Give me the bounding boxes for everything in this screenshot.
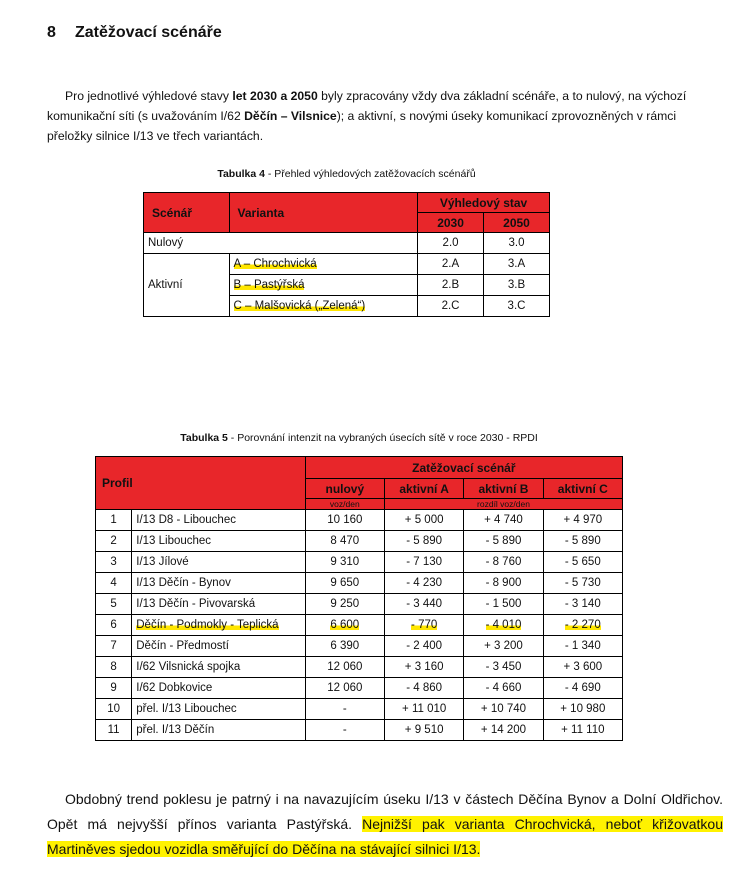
value-a-text: - 2 400 <box>406 640 443 652</box>
value-a-text: - 7 130 <box>406 556 443 568</box>
t5-head-unit1: voz/den <box>305 499 384 510</box>
profile-name <box>132 615 305 636</box>
value-b <box>464 594 543 615</box>
t4-cell-2030: 2.A <box>418 254 484 275</box>
section-number: 8 <box>47 24 56 41</box>
intro-bold-1: let 2030 a 2050 <box>232 89 318 103</box>
row-number <box>96 552 132 573</box>
table-row <box>96 678 623 699</box>
table5-caption-label: Tabulka 5 <box>180 432 228 444</box>
value-null-text: 8 470 <box>330 535 360 547</box>
value-b <box>464 720 543 741</box>
value-b <box>464 531 543 552</box>
value-c-text: - 2 270 <box>564 619 601 631</box>
value-c <box>543 636 622 657</box>
value-a <box>385 552 464 573</box>
value-null-text: 12 060 <box>327 682 363 694</box>
value-a-text: + 9 510 <box>404 724 444 736</box>
value-b-text: - 4 010 <box>485 619 522 631</box>
intro-bold-2: Děčín – Vilsnice <box>244 109 337 123</box>
value-b <box>464 552 543 573</box>
scenario-table <box>143 192 550 317</box>
t4-head-2030: 2030 <box>418 213 484 233</box>
row-number <box>96 594 132 615</box>
value-a <box>385 699 464 720</box>
row-number <box>96 720 132 741</box>
closing-text: Obdobný trend poklesu je patrný i na navazujícím úseku I/13 v částech Děčína Bynov a Dolní Oldřichov. Opět má nejvyšší přínos varianta Pastýřská. <box>47 791 723 832</box>
profile-name <box>132 531 305 552</box>
value-null-text: - <box>342 724 347 736</box>
value-b-text: + 4 740 <box>484 514 523 526</box>
row-number-text: 10 <box>107 703 121 715</box>
profile-name <box>132 657 305 678</box>
profile-name-text: I/13 Děčín - Pivovarská <box>136 598 256 610</box>
value-b-text: - 4 660 <box>485 682 522 694</box>
value-c <box>543 573 622 594</box>
value-c-text: - 3 140 <box>564 598 601 610</box>
value-b <box>464 510 543 531</box>
table-row <box>96 720 623 741</box>
value-null-text: 12 060 <box>327 661 363 673</box>
t4-head-scenario: Scénář <box>144 193 230 233</box>
value-c <box>543 510 622 531</box>
row-number-text: 5 <box>110 598 117 610</box>
value-a-text: - 4 230 <box>406 577 443 589</box>
value-a-text: - 4 860 <box>406 682 443 694</box>
t4-cell-2050: 3.0 <box>484 233 550 254</box>
profile-name <box>132 678 305 699</box>
value-a-text: - 770 <box>411 619 438 631</box>
value-b-text: - 3 450 <box>485 661 522 673</box>
value-a <box>385 720 464 741</box>
t5-head-c: aktivní C <box>543 479 622 499</box>
row-number-text: 3 <box>110 556 117 568</box>
value-a-text: + 3 160 <box>404 661 444 673</box>
value-b <box>464 573 543 594</box>
value-b-text: + 3 200 <box>484 640 523 652</box>
value-b <box>464 615 543 636</box>
t4-variant-b: B – Pastýřská <box>233 279 305 291</box>
value-c-text: + 4 970 <box>563 514 603 526</box>
intro-paragraph <box>47 86 707 146</box>
t4-head-outlook: Výhledový stav <box>418 193 550 213</box>
value-c-text: - 5 730 <box>564 577 601 589</box>
section-heading <box>47 24 222 42</box>
row-number <box>96 531 132 552</box>
table-row <box>96 510 623 531</box>
profile-name-text: Děčín - Předmostí <box>136 640 229 652</box>
intro-text-2: byly zpracovány vždy dva základní scénáře, a to nulový, na výchozí komunikační síti (s uvažováním I/62 <box>47 89 687 123</box>
row-number-text: 1 <box>110 514 117 526</box>
value-null <box>305 573 384 594</box>
t5-head-b: aktivní B <box>464 479 543 499</box>
value-c-text: - 1 340 <box>564 640 601 652</box>
t5-head-a: aktivní A <box>385 479 464 499</box>
value-null <box>305 720 384 741</box>
profile-name-text: I/62 Dobkovice <box>136 682 213 694</box>
profile-name-text: I/13 Jílové <box>136 556 189 568</box>
intensity-table <box>95 456 623 741</box>
value-c <box>543 699 622 720</box>
value-c-text: + 11 110 <box>561 724 605 736</box>
table-row <box>96 594 623 615</box>
value-b-text: + 10 740 <box>480 703 527 715</box>
t4-cell-2030: 2.0 <box>418 233 484 254</box>
table5-caption <box>95 432 623 444</box>
profile-name <box>132 552 305 573</box>
profile-name-text: přel. I/13 Děčín <box>136 724 215 736</box>
value-c <box>543 657 622 678</box>
profile-name <box>132 720 305 741</box>
t4-row <box>144 233 550 254</box>
value-b-text: - 8 900 <box>485 577 522 589</box>
row-number <box>96 510 132 531</box>
value-a <box>385 573 464 594</box>
value-b <box>464 699 543 720</box>
t4-variant-c: C – Malšovická („Zelená“) <box>233 300 366 312</box>
t4-head-variant: Varianta <box>229 193 418 233</box>
intro-text-3: ); a aktivní, s novými úseky komunikací zprovozněných v rámci přeložky silnice I/13 ve třech variantách. <box>47 109 677 143</box>
value-a-text: - 3 440 <box>406 598 443 610</box>
value-null <box>305 552 384 573</box>
t4-cell-variant <box>229 254 418 275</box>
intro-text-1: Pro jednotlivé výhledové stavy <box>65 89 233 103</box>
profile-name-text: I/62 Vilsnická spojka <box>136 661 241 673</box>
value-null <box>305 678 384 699</box>
profile-name <box>132 594 305 615</box>
value-a-text: - 5 890 <box>406 535 443 547</box>
t5-head-profile: Profil <box>96 457 306 510</box>
row-number-text: 8 <box>110 661 117 673</box>
value-b <box>464 636 543 657</box>
value-null <box>305 699 384 720</box>
value-a <box>385 657 464 678</box>
table-row <box>96 552 623 573</box>
t4-row <box>144 254 550 275</box>
value-b-text: - 8 760 <box>485 556 522 568</box>
value-a <box>385 678 464 699</box>
value-a-text: + 5 000 <box>404 514 444 526</box>
value-null <box>305 510 384 531</box>
value-a <box>385 615 464 636</box>
row-number <box>96 573 132 594</box>
profile-name <box>132 510 305 531</box>
value-c <box>543 678 622 699</box>
t4-cell-2030: 2.B <box>418 275 484 296</box>
t5-head-load: Zatěžovací scénář <box>305 457 622 479</box>
value-null-text: 9 650 <box>330 577 360 589</box>
value-null-text: 6 390 <box>330 640 360 652</box>
profile-name <box>132 636 305 657</box>
table-row <box>96 615 623 636</box>
table-row <box>96 699 623 720</box>
value-c <box>543 720 622 741</box>
value-b-text: - 1 500 <box>485 598 522 610</box>
value-null-text: 9 310 <box>330 556 360 568</box>
t4-cell-2050: 3.B <box>484 275 550 296</box>
value-c <box>543 531 622 552</box>
value-a <box>385 594 464 615</box>
profile-name <box>132 573 305 594</box>
value-b-text: - 5 890 <box>485 535 522 547</box>
value-c-text: - 4 690 <box>564 682 601 694</box>
value-a <box>385 510 464 531</box>
closing-highlighted-text: Nejnižší pak varianta Chrochvická, neboť křižovatkou Martiněves sjedou vozidla směřující do Děčína na stávající silnici I/13. <box>47 816 723 857</box>
table4-caption-label: Tabulka 4 <box>217 168 265 180</box>
row-number-text: 9 <box>110 682 117 694</box>
value-null-text: 6 600 <box>330 619 360 631</box>
section-title: Zatěžovací scénáře <box>75 24 222 41</box>
value-c <box>543 552 622 573</box>
t4-cell-variant <box>229 296 418 317</box>
row-number <box>96 678 132 699</box>
profile-name-text: Děčín - Podmokly - Teplická <box>136 619 279 631</box>
value-null <box>305 636 384 657</box>
t4-cell-2050: 3.A <box>484 254 550 275</box>
t4-cell-scenario: Aktivní <box>144 254 230 317</box>
value-a <box>385 531 464 552</box>
closing-paragraph <box>47 787 723 862</box>
row-number-text: 7 <box>110 640 117 652</box>
row-number-text: 11 <box>107 724 120 736</box>
row-number <box>96 657 132 678</box>
row-number <box>96 615 132 636</box>
row-number-text: 6 <box>110 619 117 631</box>
table5-caption-text: - Porovnání intenzit na vybraných úsecích sítě v roce 2030 - RPDI <box>227 432 538 444</box>
profile-name <box>132 699 305 720</box>
value-null-text: - <box>342 703 347 715</box>
value-c-text: - 5 650 <box>564 556 601 568</box>
value-b <box>464 657 543 678</box>
row-number <box>96 699 132 720</box>
t4-variant-a: A – Chrochvická <box>233 258 317 270</box>
table4-caption <box>143 168 550 180</box>
table4-caption-text: - Přehled výhledových zatěžovacích scénářů <box>264 168 476 180</box>
table-row <box>96 573 623 594</box>
t4-cell-2050: 3.C <box>484 296 550 317</box>
profile-name-text: I/13 Děčín - Bynov <box>136 577 231 589</box>
value-a <box>385 636 464 657</box>
t4-cell-2030: 2.C <box>418 296 484 317</box>
profile-name-text: přel. I/13 Libouchec <box>136 703 237 715</box>
value-a-text: + 11 010 <box>402 703 447 715</box>
value-b-text: + 14 200 <box>480 724 527 736</box>
t4-cell-scenario: Nulový <box>144 233 418 254</box>
row-number-text: 4 <box>110 577 117 589</box>
row-number <box>96 636 132 657</box>
table-row <box>96 531 623 552</box>
value-c-text: + 3 600 <box>563 661 603 673</box>
value-c-text: + 10 980 <box>560 703 606 715</box>
profile-name-text: I/13 D8 - Libouchec <box>136 514 236 526</box>
value-null-text: 9 250 <box>330 598 360 610</box>
value-null <box>305 657 384 678</box>
t5-head-null: nulový <box>305 479 384 499</box>
value-null-text: 10 160 <box>327 514 363 526</box>
value-null <box>305 615 384 636</box>
profile-name-text: I/13 Libouchec <box>136 535 212 547</box>
t4-cell-variant <box>229 275 418 296</box>
table-row <box>96 636 623 657</box>
row-number-text: 2 <box>110 535 117 547</box>
value-b <box>464 678 543 699</box>
t4-head-2050: 2050 <box>484 213 550 233</box>
value-c <box>543 615 622 636</box>
t5-head-unit2: rozdíl voz/den <box>385 499 623 510</box>
table-row <box>96 657 623 678</box>
value-c-text: - 5 890 <box>564 535 601 547</box>
value-c <box>543 594 622 615</box>
value-null <box>305 594 384 615</box>
value-null <box>305 531 384 552</box>
